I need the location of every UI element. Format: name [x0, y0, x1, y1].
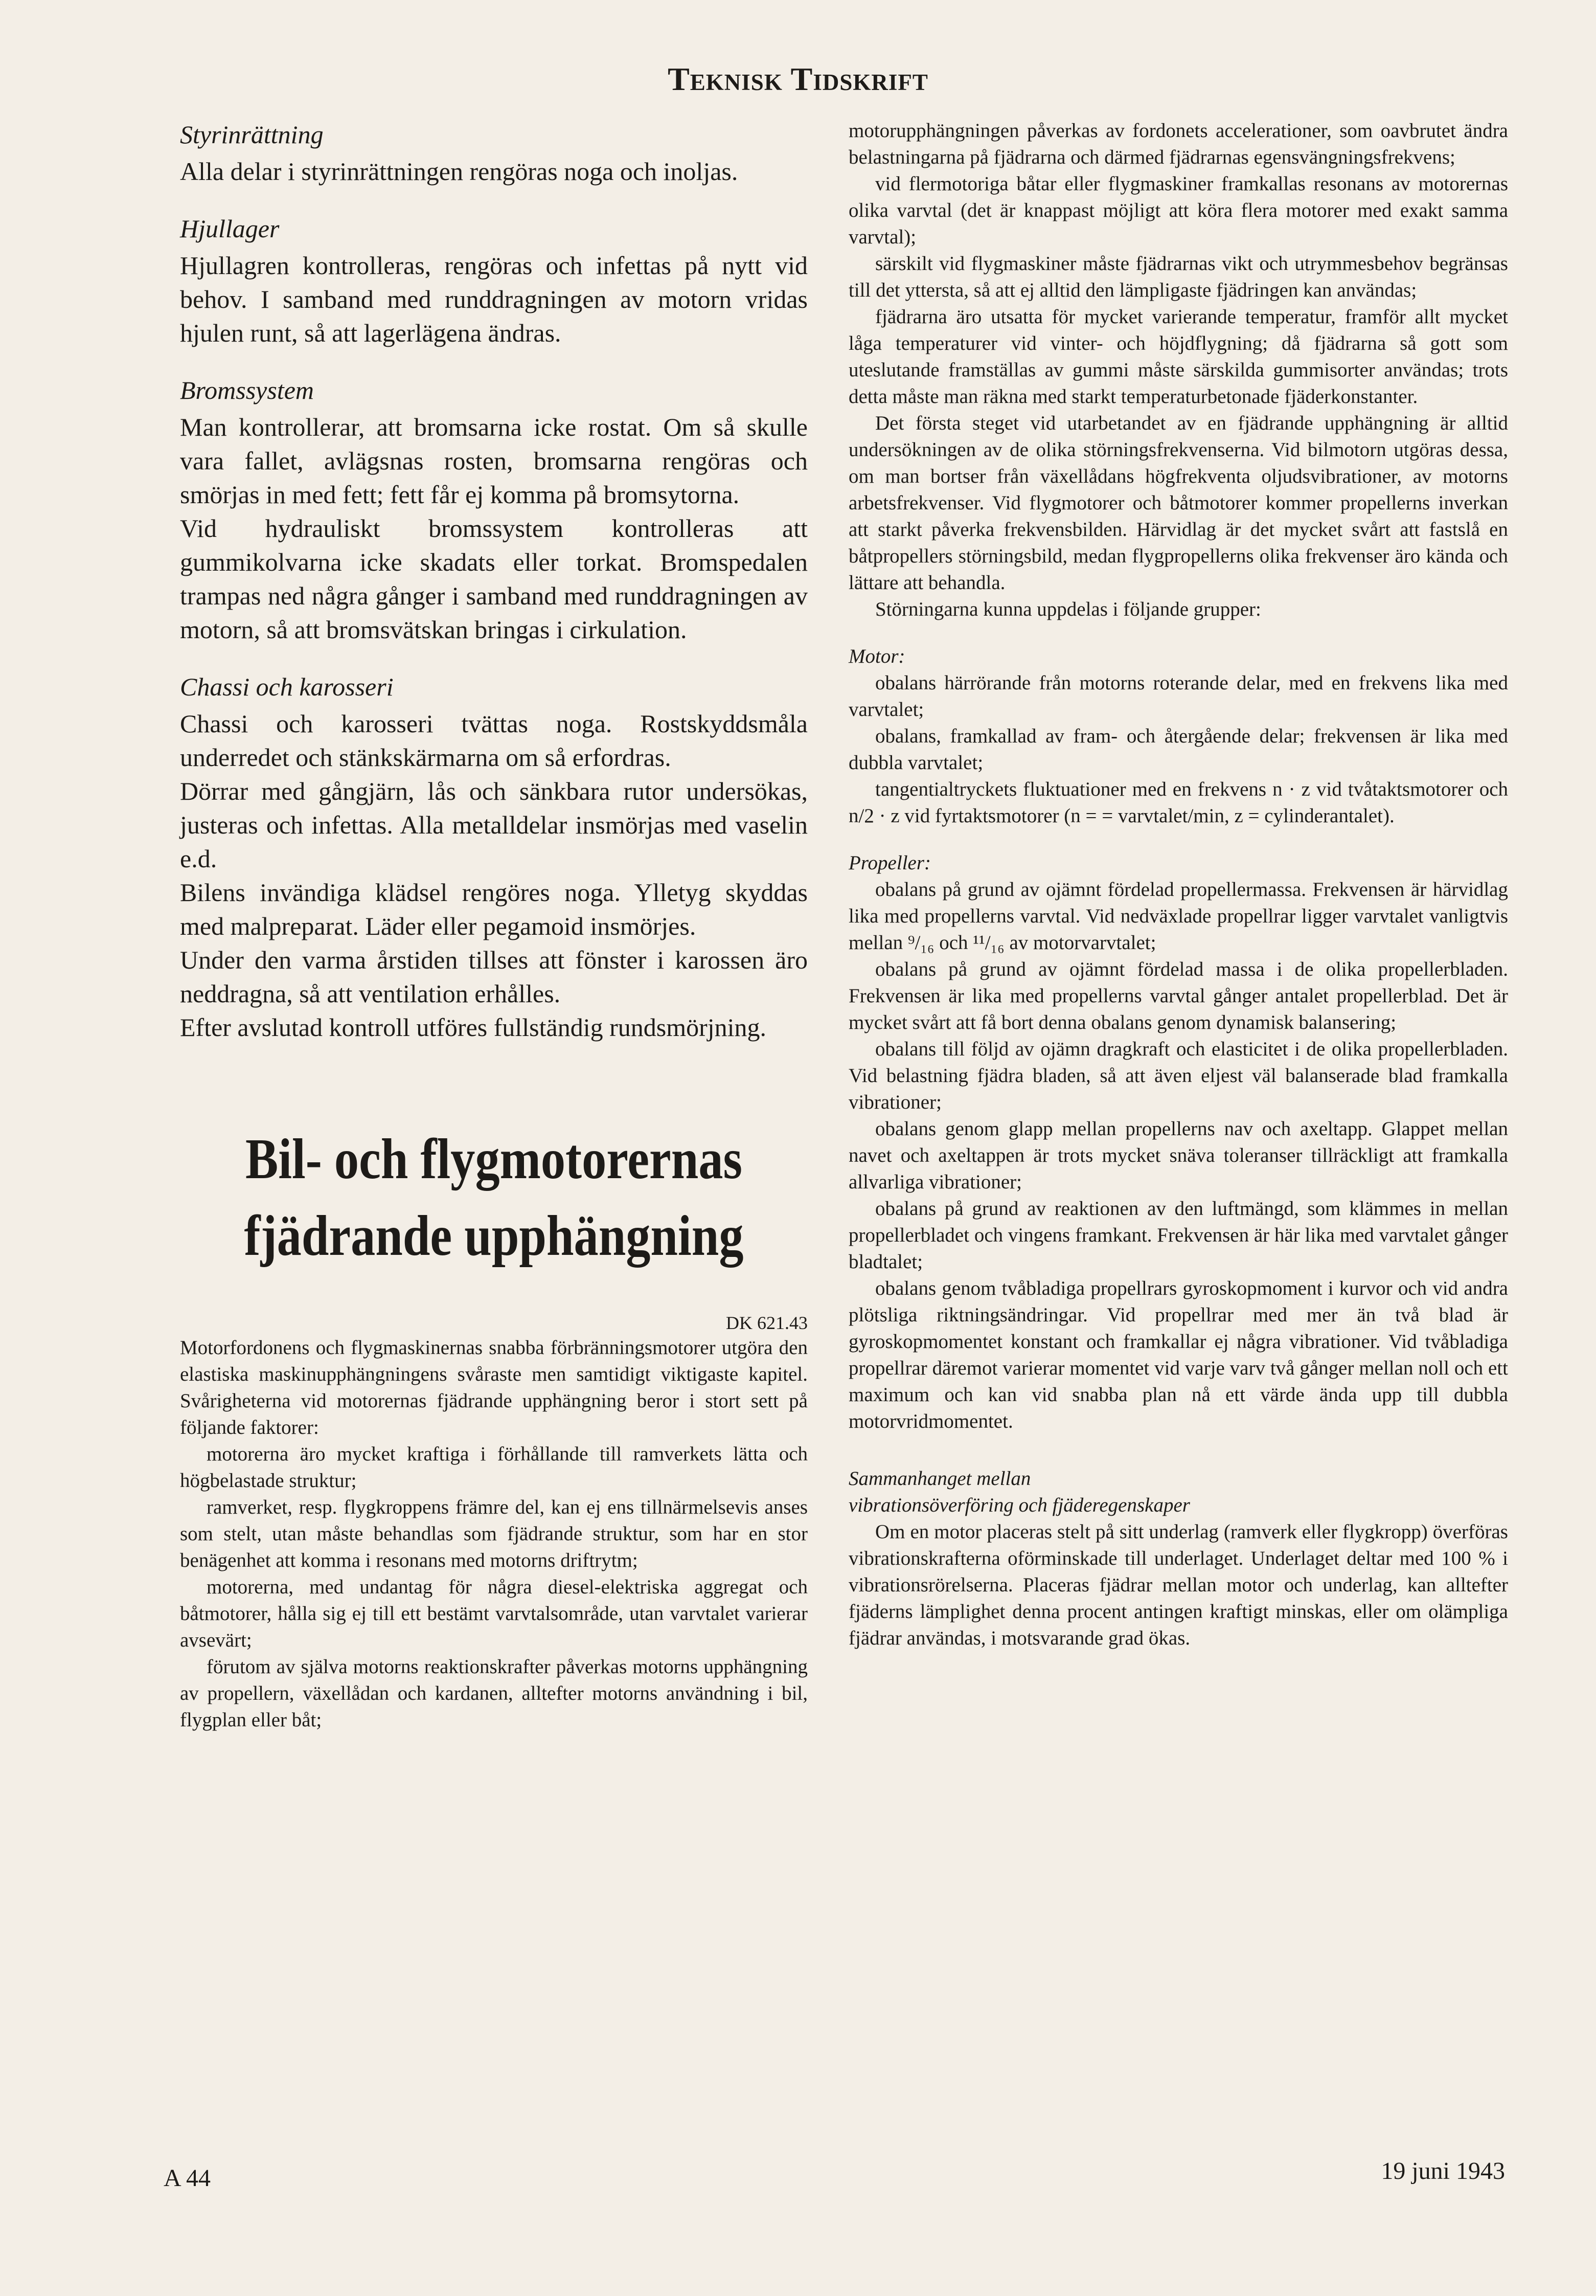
section-heading: Hjullager [180, 214, 280, 243]
section-heading: Styrinrättning [180, 120, 324, 149]
subsection-heading-motor: Motor: [849, 645, 905, 667]
paragraph: Man kontrollerar, att bromsarna icke rostat. Om så skulle vara fallet, avlägsnas rosten, bromsarna rengöras och smörjas in med fett; fett får ej komma på bromsytorna. [180, 413, 808, 509]
paragraph: obalans på grund av ojämnt fördelad propellermassa. Frekvensen är härvidlag lika med propellerns varvtal. Vid nedväxlade propellrar ligger varvtalet vanligtvis mellan ⁹/₁₆ och ¹¹/₁₆ av motorvarvtalet; [849, 879, 1508, 954]
paragraph: Efter avslutad kontroll utföres fullständig rundsmörjning. [180, 1013, 767, 1042]
heading-line: vibrationsöverföring och fjäderegenskaper [849, 1494, 1190, 1516]
title-line: fjädrande upphängning [244, 1204, 744, 1268]
heading-line: Sammanhanget mellan [849, 1468, 1031, 1490]
paragraph: Om en motor placeras stelt på sitt underlag (ramverk eller flygkropp) överföras vibrationskrafterna oförminskade till underlaget. Underlaget deltar med 100 % i vibrationsrörelserna. Placeras fjädrar mellan motor och underlag, kan alltefter fjäderns lämplighet denna procent antingen kraftigt minskas, eller om olämpliga fjädrar användas, i motsvarande grad ökas. [849, 1521, 1508, 1649]
paragraph: Alla delar i styrinrättningen rengöras noga och inoljas. [180, 157, 738, 186]
paragraph: motorerna, med undantag för några diesel-elektriska aggregat och båtmotorer, hålla sig ej till ett bestämt varvtalsområde, utan varvtalet varierar avsevärt; [180, 1576, 808, 1651]
paragraph: ramverket, resp. flygkroppens främre del, kan ej ens tillnärmelsevis anses som stelt, utan måste behandlas som fjädrande struktur, som har en stor benägenhet att komma i resonans med motorns driftrytm; [180, 1496, 808, 1571]
dk-classification: DK 621.43 [726, 1313, 808, 1333]
left-column [180, 118, 808, 1734]
right-column [849, 118, 1508, 1652]
paragraph: Hjullagren kontrolleras, rengöras och infettas på nytt vid behov. I samband med runddragningen av motorn vridas hjulen runt, så att lagerlägena ändras. [180, 251, 808, 347]
paragraph: Störningarna kunna uppdelas i följande grupper: [875, 598, 1261, 620]
paragraph: Vid hydrauliskt bromssystem kontrolleras att gummikolvarna icke skadats eller torkat. Bromspedalen trampas ned några gånger i samband med runddragningen av motorn, så att bromsvätskan bringas i cirkulation. [180, 514, 808, 644]
paragraph: Bilens invändiga klädsel rengöres noga. Ylletyg skyddas med malpreparat. Läder eller pegamoid insmörjes. [180, 878, 808, 940]
issue-date: 19 juni 1943 [1381, 2157, 1505, 2185]
paragraph: Under den varma årstiden tillses att fönster i karossen äro neddragna, så att ventilation erhålles. [180, 946, 808, 1008]
article-title [224, 1121, 764, 1274]
paragraph: förutom av själva motorns reaktionskrafter påverkas motorns upphängning av propellern, växellådan och kardanen, alltefter motorns användning i bil, flygplan eller båt; [180, 1656, 808, 1731]
paragraph: obalans på grund av ojämnt fördelad massa i de olika propellerbladen. Frekvensen är lika med propellerns varvtal gånger antalet propellerblad. Det är mycket svårt att få bort denna obalans genom dynamisk balansering; [849, 958, 1508, 1033]
page-number: A 44 [164, 2165, 211, 2192]
paragraph: obalans till följd av ojämn dragkraft och elasticitet i de olika propellerbladen. Vid belastning fjädra bladen, så att även eljest väl balanserade blad framkalla vibrationer; [849, 1038, 1508, 1113]
paragraph: obalans härrörande från motorns roterande delar, med en frekvens lika med varvtalet; [849, 672, 1508, 721]
paragraph: Det första steget vid utarbetandet av en fjädrande upphängning är alltid undersökningen av de olika störningsfrekvenserna. Vid bilmotorn utgöras dessa, om man bortser från växellådans högfrekventa oljudsvibrationer, av motorns arbetsfrekvenser. Vid flygmotorer och båtmotorer kommer propellerns inverkan att starkt påverka frekvensbilden. Härvidlag är det mycket svårt att fastslå en båtpropellers störningsbild, medan flygpropellerns olika frekvenser äro kända och lättare att behandla. [849, 412, 1508, 594]
section-heading: Bromssystem [180, 376, 314, 404]
paragraph: motorupphängningen påverkas av fordonets accelerationer, som oavbrutet ändra belastningarna på fjädrarna och därmed fjädrarnas egensvängningsfrekvens; [849, 120, 1508, 168]
subsection-heading-sammanhang [849, 1466, 1508, 1519]
section-hjullager [180, 212, 808, 350]
paragraph: motorerna äro mycket kraftiga i förhållande till ramverkets lätta och högbelastade struktur; [180, 1443, 808, 1492]
section-heading: Chassi och karosseri [180, 672, 394, 701]
paragraph: Motorfordonens och flygmaskinernas snabba förbränningsmotorer utgöra den elastiska maskinupphängningens svåraste men samtidigt viktigaste kapitel. Svårigheterna vid motorernas fjädrande upphängning beror i stort sett på följande faktorer: [180, 1337, 808, 1438]
section-chassi [180, 670, 808, 1044]
section-bromssystem [180, 373, 808, 646]
paragraph: obalans, framkallad av fram- och återgående delar; frekvensen är lika med dubbla varvtalet; [849, 725, 1508, 774]
paragraph: obalans genom glapp mellan propellerns nav och axeltapp. Glappet mellan navet och axeltappen är trots mycket snäva toleranser tillräckligt att framkalla allvarliga vibrationer; [849, 1118, 1508, 1193]
paragraph: obalans på grund av reaktionen av den luftmängd, som klämmes in mellan propellerbladet och vingens framkant. Frekvensen är här lika med varvtalet gånger bladtalet; [849, 1198, 1508, 1273]
paragraph: vid flermotoriga båtar eller flygmaskiner framkallas resonans av motorernas olika varvtal (det är knappast möjligt att köra flera motorer med exakt samma varvtal); [849, 173, 1508, 248]
subsection-heading-propeller: Propeller: [849, 852, 931, 874]
paragraph: tangentialtryckets fluktuationer med en frekvens n · z vid tvåtaktsmotorer och n/2 · z vid fyrtaktsmotorer (n = = varvtalet/min, z = cylinderantalet). [849, 778, 1508, 827]
paragraph: obalans genom tvåbladiga propellrars gyroskopmoment i kurvor och vid andra plötsliga riktningsändringar. Vid propellrar med mer än två blad är gyroskopmomentet konstant och framkallar ej några vibrationer. Vid tvåbladiga propellrar däremot varierar momentet vid varje varv två gånger mellan noll och ett maximum och kan vid snabba plan nå ett värde ända upp till dubbla motorvridmomentet. [849, 1277, 1508, 1432]
paragraph: Dörrar med gångjärn, lås och sänkbara rutor undersökas, justeras och infettas. Alla metalldelar insmörjas med vaselin e.d. [180, 777, 808, 873]
paragraph: Chassi och karosseri tvättas noga. Rostskyddsmåla underredet och stänkskärmarna om så erfordras. [180, 709, 808, 772]
section-styrinrattning [180, 118, 808, 188]
article-intro [180, 1335, 808, 1734]
title-line: Bil- och flygmotorernas [245, 1128, 742, 1191]
paragraph: särskilt vid flygmaskiner måste fjädrarnas vikt och utrymmesbehov begränsas till det yttersta, så att ej alltid den lämpligaste fjädringen kan användas; [849, 253, 1508, 301]
running-header: Teknisk Tidskrift [668, 61, 928, 97]
paragraph: fjädrarna äro utsatta för mycket varierande temperatur, framför allt mycket låga temperaturer vid vinter- och höjdflygning; då fjädrarna så gott som uteslutande framställas av gummi måste särskilda gummisorter användas; trots detta måste man räkna med starkt temperaturbetonade fjäderkonstanter. [849, 306, 1508, 408]
